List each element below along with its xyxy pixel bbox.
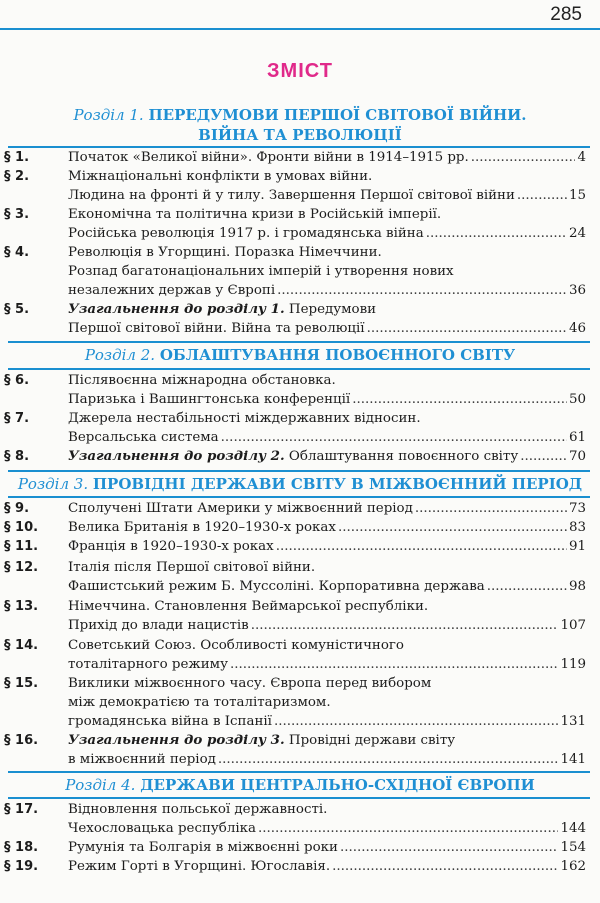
summary-lead: Узагальнення до розділу 2. xyxy=(68,448,285,464)
entry-title: Виклики міжвоєнного часу. Європа перед вибором xyxy=(68,676,432,691)
entry-page: 73 xyxy=(568,501,586,516)
entry-page: 4 xyxy=(577,150,586,165)
dot-leader xyxy=(520,447,567,466)
entry-number: § 4. xyxy=(4,245,30,260)
entry-number: § 8. xyxy=(4,449,30,464)
section-heading xyxy=(0,345,600,365)
dot-leader xyxy=(517,186,567,205)
entry-title: Початок «Великої війни». Фронти війни в 1914–1915 рр. xyxy=(68,150,469,165)
entry-page: 70 xyxy=(568,449,586,464)
section-title-line: ПЕРЕДУМОВИ ПЕРШОЇ СВІТОВОЇ ВІЙНИ. xyxy=(148,106,527,124)
section-heading xyxy=(0,105,600,145)
dot-leader xyxy=(276,537,567,556)
entry-page: 162 xyxy=(560,859,586,874)
entry-title: Провідні держави світу xyxy=(284,733,456,748)
entry-number: § 14. xyxy=(4,638,39,653)
entry-number: § 7. xyxy=(4,411,30,426)
page-number: 285 xyxy=(550,4,582,25)
entry-number: § 6. xyxy=(4,373,30,388)
entry-title: Першої світової війни. Війна та революції xyxy=(68,321,365,336)
entry-title: Сполучені Штати Америки у міжвоєнний період xyxy=(68,501,413,516)
entry-number: § 16. xyxy=(4,733,39,748)
entry-number: § 18. xyxy=(4,840,39,855)
section-heading xyxy=(0,474,600,494)
entry-title: Післявоєнна міжнародна обстановка. xyxy=(68,373,336,388)
dot-leader xyxy=(230,655,558,674)
entry-title: Міжнаціональні конфлікти в умовах війни. xyxy=(68,169,373,184)
entry-title: між демократією та тоталітаризмом. xyxy=(68,695,331,710)
dot-leader xyxy=(218,750,559,769)
section-label: Розділ 3. xyxy=(17,475,89,493)
section-label: Розділ 1. xyxy=(73,106,144,124)
entry-title: Людина на фронті й у тилу. Завершення Першої світової війни xyxy=(68,188,515,203)
section-heading xyxy=(0,775,600,795)
dot-leader xyxy=(340,838,558,857)
entry-title: Румунія та Болгарія в міжвоєнні роки xyxy=(68,840,338,855)
entry-number: § 19. xyxy=(4,859,39,874)
entry-title: Фашистський режим Б. Муссоліні. Корпоративна держава xyxy=(68,579,485,594)
entry-title: Велика Британія в 1920–1930-х роках xyxy=(68,520,336,535)
entry-title: Облаштування повоєнного світу xyxy=(284,449,519,464)
entry-page: 131 xyxy=(560,714,586,729)
dot-leader xyxy=(487,577,567,596)
entry-page: 50 xyxy=(568,392,586,407)
entry-number: § 15. xyxy=(4,676,39,691)
dot-leader xyxy=(338,518,567,537)
entry-title: Прихід до влади нацистів xyxy=(68,618,249,633)
entry-title: Німеччина. Становлення Веймарської республіки. xyxy=(68,599,429,614)
dot-leader xyxy=(274,712,558,731)
entry-title: громадянська війна в Іспанії xyxy=(68,714,272,729)
section-divider xyxy=(8,341,590,343)
entry-page: 91 xyxy=(568,539,586,554)
dot-leader xyxy=(471,148,576,167)
dot-leader xyxy=(352,390,567,409)
section-divider xyxy=(8,797,590,799)
entry-number: § 9. xyxy=(4,501,30,516)
entry-page: 83 xyxy=(568,520,586,535)
entry-title: Відновлення польської державності. xyxy=(68,802,328,817)
summary-lead: Узагальнення до розділу 1. xyxy=(68,301,285,317)
section-divider xyxy=(8,771,590,773)
entry-number: § 2. xyxy=(4,169,30,184)
dot-leader xyxy=(415,499,567,518)
entry-page: 46 xyxy=(568,321,586,336)
entry-page: 98 xyxy=(568,579,586,594)
entry-page: 15 xyxy=(568,188,586,203)
section-title-line: ДЕРЖАВИ ЦЕНТРАЛЬНО-СХІДНОЇ ЄВРОПИ xyxy=(140,776,535,794)
entry-page: 36 xyxy=(568,283,586,298)
entry-page: 107 xyxy=(560,618,586,633)
entry-number: § 13. xyxy=(4,599,39,614)
entry-page: 154 xyxy=(560,840,586,855)
section-divider xyxy=(8,496,590,498)
entry-title: Джерела нестабільності міждержавних відносин. xyxy=(68,411,421,426)
entry-title: Советський Союз. Особливості комуністичного xyxy=(68,638,404,653)
section-divider xyxy=(8,470,590,472)
entry-page: 61 xyxy=(568,430,586,445)
summary-lead: Узагальнення до розділу 3. xyxy=(68,732,285,748)
entry-page: 144 xyxy=(560,821,586,836)
entry-number: § 12. xyxy=(4,560,39,575)
entry-title: Чехословацька республіка xyxy=(68,821,256,836)
dot-leader xyxy=(367,319,567,338)
dot-leader xyxy=(258,819,558,838)
entry-title: Паризька і Вашингтонська конференції xyxy=(68,392,351,407)
section-title-line: ПРОВІДНІ ДЕРЖАВИ СВІТУ В МІЖВОЄННИЙ ПЕРІОД xyxy=(92,475,583,493)
entry-page: 24 xyxy=(568,226,586,241)
page-title: ЗМІСТ xyxy=(267,60,333,82)
section-title-line: ВІЙНА ТА РЕВОЛЮЦІЇ xyxy=(198,126,402,144)
entry-title: незалежних держав у Європі xyxy=(68,283,276,298)
dot-leader xyxy=(332,857,558,876)
entry-number: § 1. xyxy=(4,150,30,165)
section-label: Розділ 2. xyxy=(84,346,156,364)
dot-leader xyxy=(251,616,559,635)
entry-title: Російська революція 1917 р. і громадянська війна xyxy=(68,226,424,241)
entry-title: Франція в 1920–1930-х роках xyxy=(68,539,274,554)
entry-title: Версальська система xyxy=(68,430,219,445)
entry-title: Італія після Першої світової війни. xyxy=(68,560,316,575)
entry-number: § 3. xyxy=(4,207,30,222)
entry-number: § 11. xyxy=(4,539,39,554)
entry-title: Революція в Угорщині. Поразка Німеччини. xyxy=(68,245,382,260)
entry-page: 119 xyxy=(560,657,586,672)
section-divider xyxy=(8,368,590,370)
entry-title: Розпад багатонаціональних імперій і утворення нових xyxy=(68,264,454,279)
entry-number: § 17. xyxy=(4,802,39,817)
dot-leader xyxy=(426,224,567,243)
entry-title: Економічна та політична кризи в Російській імперії. xyxy=(68,207,442,222)
section-label: Розділ 4. xyxy=(65,776,136,794)
entry-number: § 5. xyxy=(4,302,30,317)
header-rule xyxy=(0,28,600,30)
section-title-line: ОБЛАШТУВАННЯ ПОВОЄННОГО СВІТУ xyxy=(159,346,516,364)
entry-title: в міжвоєнний період xyxy=(68,752,216,767)
entry-page: 141 xyxy=(560,752,586,767)
entry-title: тоталітарного режиму xyxy=(68,657,228,672)
entry-number: § 10. xyxy=(4,520,39,535)
entry-title: Передумови xyxy=(284,302,377,317)
entry-title: Режим Горті в Угорщині. Югославія. xyxy=(68,859,331,874)
dot-leader xyxy=(277,281,567,300)
dot-leader xyxy=(221,428,567,447)
